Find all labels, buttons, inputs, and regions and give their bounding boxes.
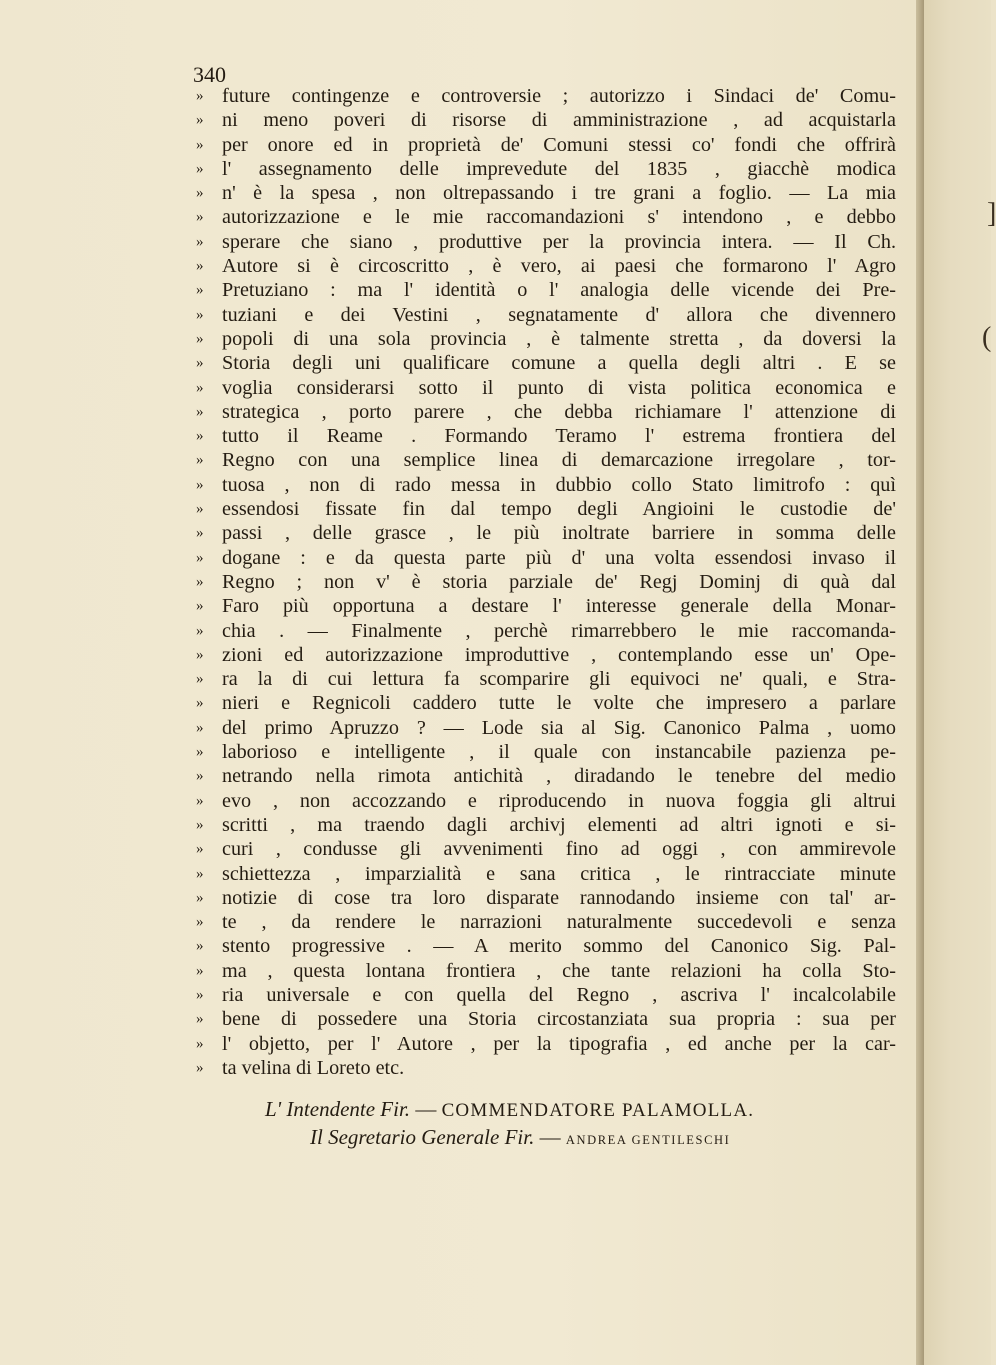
line-text: strategica , porto parere , che debba richiamare l' attenzione di bbox=[222, 400, 896, 423]
text-line bbox=[196, 84, 896, 108]
signature-role-segretario: Il Segretario Generale Fir. bbox=[310, 1125, 535, 1149]
line-text: Faro più opportuna a destare l' interesse generale della Monar- bbox=[222, 595, 896, 618]
line-text: bene di possedere una Storia circostanziata sua propria : sua per bbox=[222, 1008, 896, 1031]
line-text: ra la di cui lettura fa scomparire gli equivoci ne' quali, e Stra- bbox=[222, 668, 896, 691]
quote-mark: » bbox=[196, 646, 203, 663]
body-text bbox=[196, 84, 896, 1080]
quote-mark: » bbox=[196, 1011, 203, 1028]
text-line bbox=[196, 181, 896, 205]
text-line bbox=[196, 910, 896, 934]
text-line bbox=[196, 1032, 896, 1056]
line-text: chia . — Finalmente , perchè rimarrebbero le mie raccomanda- bbox=[222, 619, 896, 642]
text-line bbox=[196, 886, 896, 910]
line-text: n' è la spesa , non oltrepassando i tre grani a foglio. — La mia bbox=[222, 182, 896, 205]
line-text: zioni ed autorizzazione improduttive , contemplando esse un' Ope- bbox=[222, 643, 896, 666]
signature-name-intendente: COMMENDATORE PALAMOLLA. bbox=[441, 1100, 755, 1121]
quote-mark: » bbox=[196, 112, 203, 129]
line-text: scritti , ma traendo dagli archivj elementi ad altri ignoti e si- bbox=[222, 813, 896, 836]
quote-mark: » bbox=[196, 185, 203, 202]
text-line bbox=[196, 594, 896, 618]
quote-mark: » bbox=[196, 330, 203, 347]
line-text: future contingenze e controversie ; autorizzo i Sindaci de' Comu- bbox=[222, 85, 896, 107]
line-text: tuziani e dei Vestini , segnatamente d' allora che divennero bbox=[222, 303, 896, 326]
signature-line-segretario bbox=[310, 1125, 730, 1150]
text-line bbox=[196, 351, 896, 375]
page-edge bbox=[916, 0, 924, 1365]
text-line bbox=[196, 934, 896, 958]
quote-mark: » bbox=[196, 476, 203, 493]
line-text: ria universale e con quella del Regno , ascriva l' incalcolabile bbox=[222, 983, 896, 1006]
line-text: netrando nella rimota antichità , diradando le tenebre del medio bbox=[222, 765, 896, 788]
quote-mark: » bbox=[196, 403, 203, 420]
quote-mark: » bbox=[196, 136, 203, 153]
quote-mark: » bbox=[196, 719, 203, 736]
quote-mark: » bbox=[196, 428, 203, 445]
text-line bbox=[196, 424, 896, 448]
line-text: schiettezza , imparzialità e sana critica , le rintracciate minute bbox=[222, 862, 896, 885]
line-text: voglia considerarsi sotto il punto di vista politica economica e bbox=[222, 376, 896, 399]
quote-mark: » bbox=[196, 622, 203, 639]
quote-mark: » bbox=[196, 768, 203, 785]
line-text: per onore ed in proprietà de' Comuni stessi co' fondi che offrirà bbox=[222, 133, 896, 156]
line-text: te , da rendere le narrazioni naturalmente succedevoli e senza bbox=[222, 911, 896, 934]
text-line bbox=[196, 643, 896, 667]
line-text: l' objetto, per l' Autore , per la tipografia , ed anche per la car- bbox=[222, 1032, 896, 1055]
quote-mark: » bbox=[196, 209, 203, 226]
line-text: stento progressive . — A merito sommo del Canonico Sig. Pal- bbox=[222, 935, 896, 958]
text-line bbox=[196, 400, 896, 424]
line-text: Autore si è circoscritto , è vero, ai paesi che formarono l' Agro bbox=[222, 255, 896, 278]
line-text: laborioso e intelligente , il quale con instancabile pazienza pe- bbox=[222, 741, 896, 764]
quote-mark: » bbox=[196, 938, 203, 955]
margin-mark-paren: ( bbox=[982, 322, 992, 353]
quote-mark: » bbox=[196, 258, 203, 275]
text-line bbox=[196, 327, 896, 351]
quote-mark: » bbox=[196, 379, 203, 396]
quote-mark: » bbox=[196, 986, 203, 1003]
quote-mark: » bbox=[196, 452, 203, 469]
text-line bbox=[196, 983, 896, 1007]
line-text: ma , questa lontana frontiera , che tante relazioni ha colla Sto- bbox=[222, 959, 896, 982]
line-text: notizie di cose tra loro disparate rannodando insieme con tal' ar- bbox=[222, 886, 896, 909]
facing-page-gutter bbox=[924, 0, 996, 1365]
line-text: Pretuziano : ma l' identità o l' analogia delle vicende dei Pre- bbox=[222, 279, 896, 302]
quote-mark: » bbox=[196, 233, 203, 250]
text-line bbox=[196, 448, 896, 472]
quote-mark: » bbox=[196, 841, 203, 858]
quote-mark: » bbox=[196, 914, 203, 931]
text-line bbox=[196, 959, 896, 983]
quote-mark: » bbox=[196, 1059, 203, 1076]
quote-mark: » bbox=[196, 598, 203, 615]
line-text: Regno con una semplice linea di demarcazione irregolare , tor- bbox=[222, 449, 896, 472]
quote-mark: » bbox=[196, 88, 203, 104]
quote-mark: » bbox=[196, 549, 203, 566]
quote-mark: » bbox=[196, 501, 203, 518]
text-line bbox=[196, 764, 896, 788]
quote-mark: » bbox=[196, 962, 203, 979]
signature-line-intendente bbox=[265, 1097, 754, 1122]
margin-mark-bracket: ] bbox=[987, 198, 996, 229]
text-line bbox=[196, 546, 896, 570]
signature-name-segretario: ANDREA GENTILESCHI bbox=[565, 1133, 731, 1147]
quote-mark: » bbox=[196, 695, 203, 712]
text-line bbox=[196, 1007, 896, 1031]
quote-mark: » bbox=[196, 355, 203, 372]
text-line bbox=[196, 1056, 896, 1080]
quote-mark: » bbox=[196, 160, 203, 177]
line-text: dogane : e da questa parte più d' una volta essendosi invaso il bbox=[222, 546, 896, 569]
line-text: nieri e Regnicoli caddero tutte le volte che impresero a parlare bbox=[222, 692, 896, 715]
text-line bbox=[196, 108, 896, 132]
text-line bbox=[196, 740, 896, 764]
page-number: 340 bbox=[193, 62, 226, 87]
quote-mark: » bbox=[196, 306, 203, 323]
quote-mark: » bbox=[196, 816, 203, 833]
quote-mark: » bbox=[196, 865, 203, 882]
text-line bbox=[196, 691, 896, 715]
text-line bbox=[196, 303, 896, 327]
text-line bbox=[196, 230, 896, 254]
text-line bbox=[196, 205, 896, 229]
line-text: del primo Apruzzo ? — Lode sia al Sig. Canonico Palma , uomo bbox=[222, 716, 896, 739]
line-text: sperare che siano , produttive per la provincia intera. — Il Ch. bbox=[222, 230, 896, 253]
quote-mark: » bbox=[196, 1035, 203, 1052]
text-line bbox=[196, 254, 896, 278]
text-line bbox=[196, 862, 896, 886]
text-line bbox=[196, 157, 896, 181]
line-text: evo , non accozzando e riproducendo in nuova foggia gli altrui bbox=[222, 789, 896, 812]
line-text: l' assegnamento delle imprevedute del 1835 , giacchè modica bbox=[222, 157, 896, 180]
signature-dash: — bbox=[415, 1097, 437, 1121]
text-line bbox=[196, 278, 896, 302]
line-text: autorizzazione e le mie raccomandazioni s' intendono , e debbo bbox=[222, 206, 896, 229]
quote-mark: » bbox=[196, 889, 203, 906]
signature-dash: — bbox=[539, 1125, 561, 1149]
line-text: popoli di una sola provincia , è talmente stretta , da doversi la bbox=[222, 327, 896, 350]
quote-mark: » bbox=[196, 792, 203, 809]
text-line bbox=[196, 570, 896, 594]
quote-mark: » bbox=[196, 671, 203, 688]
line-text: Storia degli uni qualificare comune a quella degli altri . E se bbox=[222, 352, 896, 375]
text-line bbox=[196, 376, 896, 400]
line-text: essendosi fissate fin dal tempo degli Angioini le custodie de' bbox=[222, 498, 896, 521]
line-text: tutto il Reame . Formando Teramo l' estrema frontiera del bbox=[222, 425, 896, 448]
text-line bbox=[196, 789, 896, 813]
text-line bbox=[196, 813, 896, 837]
quote-mark: » bbox=[196, 573, 203, 590]
text-line bbox=[196, 667, 896, 691]
text-line bbox=[196, 521, 896, 545]
line-text: tuosa , non di rado messa in dubbio collo Stato limitrofo : quì bbox=[222, 473, 896, 496]
signature-role-intendente: L' Intendente Fir. bbox=[265, 1097, 411, 1121]
line-text: passi , delle grasce , le più inoltrate barriere in somma delle bbox=[222, 522, 896, 545]
quote-mark: » bbox=[196, 744, 203, 761]
line-text: Regno ; non v' è storia parziale de' Regj Dominj di quà dal bbox=[222, 570, 896, 593]
line-text: ta velina di Loreto etc. bbox=[222, 1056, 405, 1079]
line-text: ni meno poveri di risorse di amministrazione , ad acquistarla bbox=[222, 109, 896, 132]
quote-mark: » bbox=[196, 282, 203, 299]
quote-mark: » bbox=[196, 525, 203, 542]
text-line bbox=[196, 716, 896, 740]
line-text: curi , condusse gli avvenimenti fino ad oggi , con ammirevole bbox=[222, 838, 896, 861]
text-line bbox=[196, 497, 896, 521]
text-line bbox=[196, 473, 896, 497]
text-line bbox=[196, 837, 896, 861]
text-line bbox=[196, 619, 896, 643]
text-line bbox=[196, 133, 896, 157]
